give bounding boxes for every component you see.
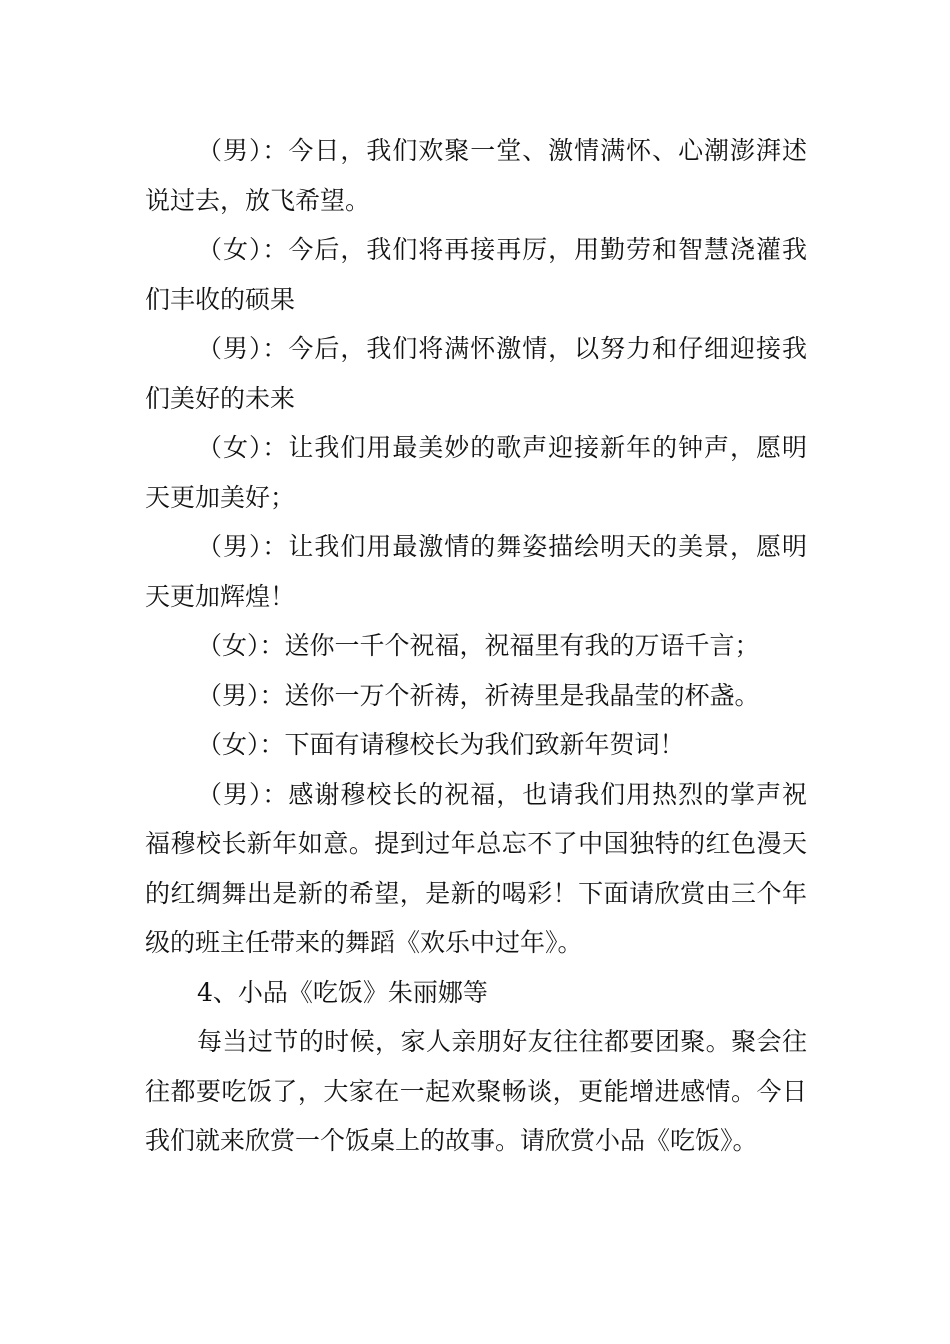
section-heading-skit: 4、小品《吃饭》朱丽娜等: [197, 977, 488, 1007]
paragraph-male-dance: （男）：让我们用最激情的舞姿描绘明天的美景，愿明天更加辉煌！: [145, 532, 807, 611]
paragraph-male-thanks: （男）：感谢穆校长的祝福，也请我们用热烈的掌声祝福穆校长新年如意。提到过年总忘不了中国独特的红色漫天的红绸舞出是新的希望，是新的喝彩！下面请欣赏由三个年级的班主任带来的舞蹈《欢乐中过年》。: [145, 779, 807, 957]
paragraph-male-welcome: （男）：今日，我们欢聚一堂、激情满怀、心潮澎湃述说过去，放飞希望。: [145, 136, 807, 215]
paragraph-male-prayer: （男）：送你一万个祈祷，祈祷里是我晶莹的杯盏。: [197, 680, 760, 710]
paragraph-skit-intro: 每当过节的时候，家人亲朋好友往往都要团聚。聚会往往都要吃饭了，大家在一起欢聚畅谈，更能增进感情。今日我们就来欣赏一个饭桌上的故事。请欣赏小品《吃饭》。: [145, 1027, 807, 1155]
paragraph-female-future: （女）：今后，我们将再接再厉，用勤劳和智慧浇灌我们丰收的硕果: [145, 235, 807, 314]
paragraph-female-song: （女）：让我们用最美妙的歌声迎接新年的钟声，愿明天更加美好；: [145, 433, 807, 512]
paragraph-male-future: （男）：今后，我们将满怀激情，以努力和仔细迎接我们美好的未来: [145, 334, 807, 413]
paragraph-female-invite-principal: （女）：下面有请穆校长为我们致新年贺词！: [197, 730, 685, 759]
paragraph-female-blessing: （女）：送你一千个祝福，祝福里有我的万语千言；: [197, 631, 760, 660]
document-body: [145, 126, 807, 1166]
